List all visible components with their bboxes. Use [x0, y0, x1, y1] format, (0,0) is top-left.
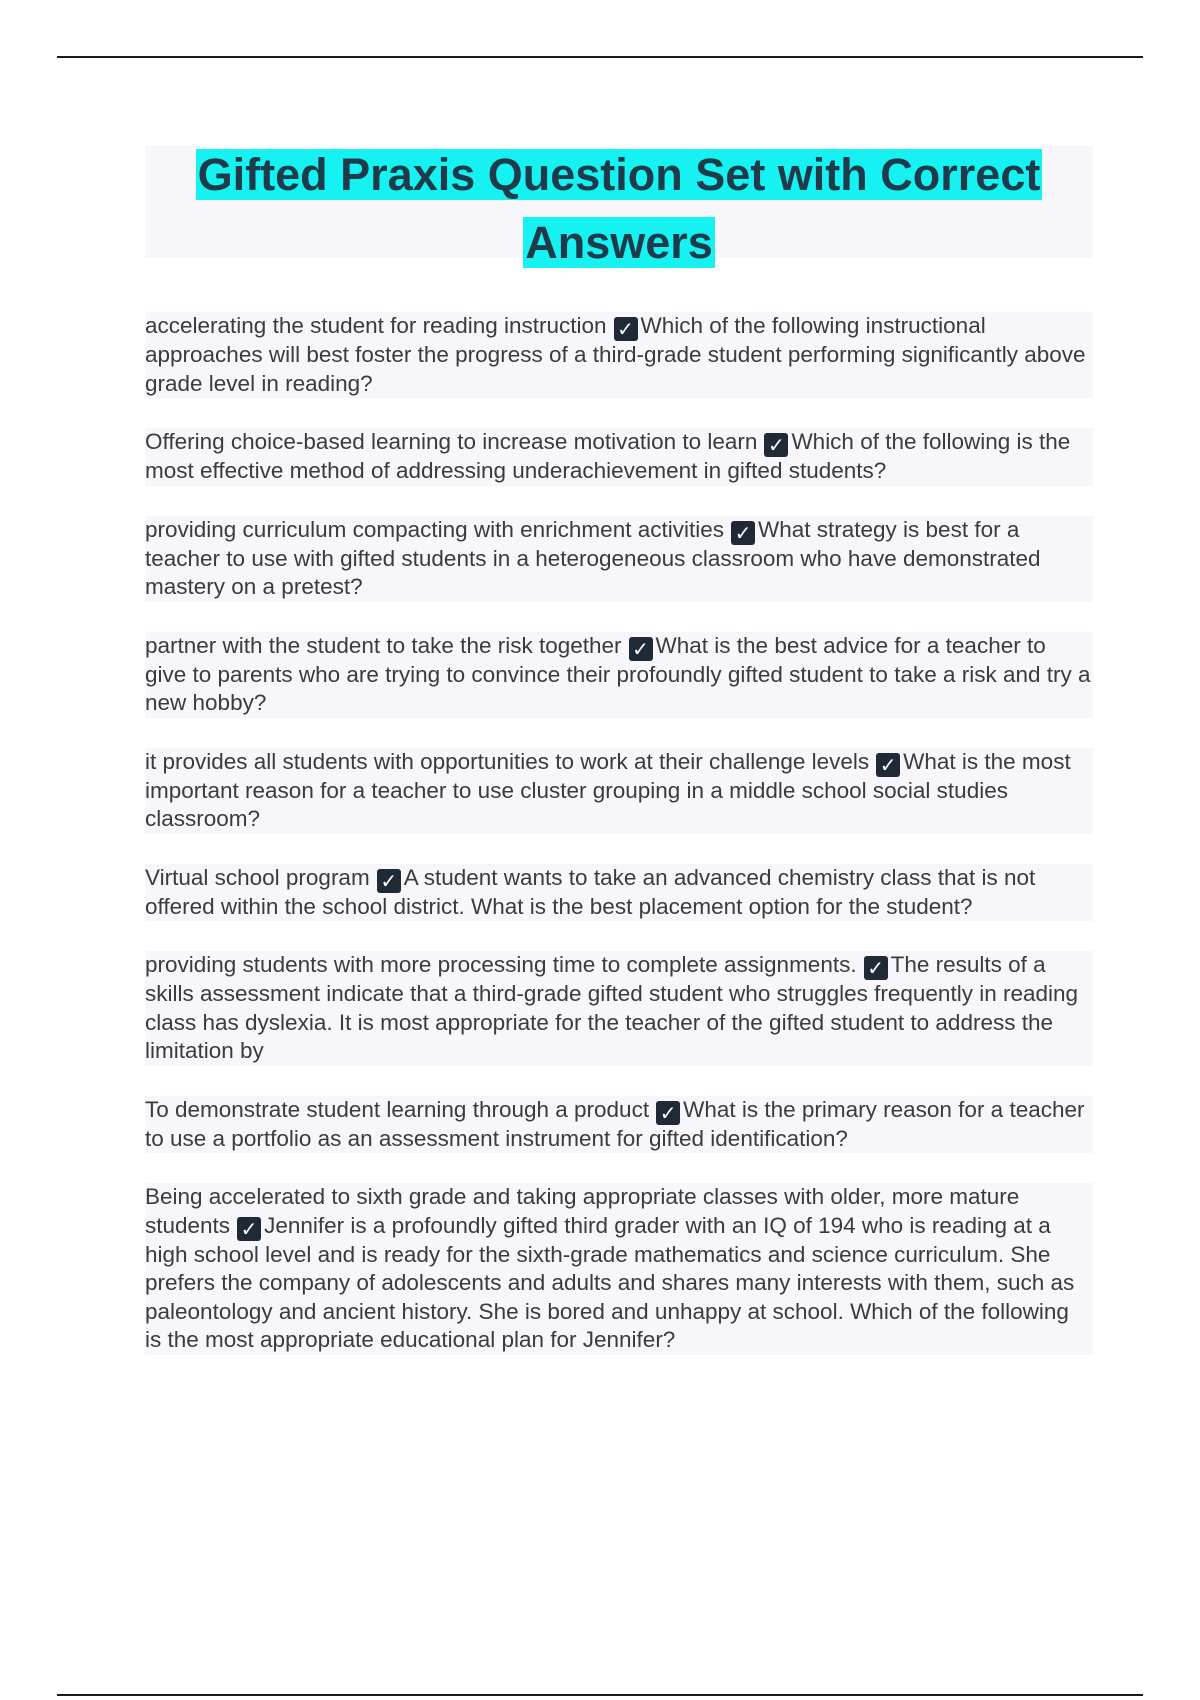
question-text: Which of the following instructional approaches will best foster the progress of a third-grade student performing significantly above grade level in reading? — [145, 313, 1086, 396]
qa-item — [145, 748, 1093, 834]
answer-text: partner with the student to take the risk together — [145, 632, 622, 658]
answer-text: Being accelerated to sixth grade and taking appropriate classes with older, more mature students — [145, 1184, 1020, 1238]
question-text: Jennifer is a profoundly gifted third grader with an IQ of 194 who is reading at a high school level and is ready for the sixth-grade mathematics and science curriculum. She prefers the company of adolescents and adults and shares many interests with them, such as paleontology and ancient history. She is bored and unhappy at school. Which of the following is the most appropriate educational plan for Jennifer? — [145, 1212, 1075, 1352]
question-text: What is the most important reason for a teacher to use cluster grouping in a middle school social studies classroom? — [145, 748, 1071, 831]
check-icon: ✓ — [876, 753, 900, 777]
answer-text: it provides all students with opportunities to work at their challenge levels — [145, 748, 870, 774]
qa-list — [145, 312, 1093, 1385]
answer-text: accelerating the student for reading instruction — [145, 313, 607, 338]
question-text: A student wants to take an advanced chemistry class that is not offered within the school district. What is the best placement option for the student? — [145, 864, 1036, 919]
check-icon: ✓ — [864, 956, 888, 980]
answer-text: providing curriculum compacting with enrichment activities — [145, 516, 724, 542]
check-icon: ✓ — [764, 433, 788, 457]
check-icon: ✓ — [731, 521, 755, 545]
page-title: Gifted Praxis Question Set with Correct Answers — [197, 149, 1041, 268]
qa-item — [145, 428, 1093, 486]
answer-text: To demonstrate student learning through a product — [145, 1096, 650, 1122]
check-icon: ✓ — [629, 637, 653, 661]
check-icon: ✓ — [237, 1217, 261, 1241]
bottom-rule — [57, 1694, 1143, 1696]
question-text: What is the best advice for a teacher to give to parents who are trying to convince their profoundly gifted student to take a risk and try a new hobby? — [145, 632, 1091, 715]
question-text: What is the primary reason for a teacher to use a portfolio as an assessment instrument for gifted identification? — [145, 1096, 1085, 1151]
check-icon: ✓ — [614, 317, 638, 341]
answer-text: Virtual school program — [145, 864, 370, 890]
qa-item — [145, 632, 1093, 718]
answer-text: providing students with more processing time to complete assignments. — [145, 952, 857, 977]
check-icon: ✓ — [377, 869, 401, 893]
top-rule — [57, 56, 1143, 58]
check-icon: ✓ — [656, 1101, 680, 1125]
title-block — [145, 146, 1093, 268]
qa-item — [145, 312, 1093, 398]
qa-item — [145, 864, 1093, 922]
question-text: Which of the following is the most effective method of addressing underachievement in gifted students? — [145, 429, 1071, 483]
qa-item — [145, 951, 1093, 1066]
qa-item — [145, 1096, 1093, 1154]
question-text: The results of a skills assessment indicate that a third-grade gifted student who struggles frequently in reading class has dyslexia. It is most appropriate for the teacher of the gifted student to address the limitation by — [145, 952, 1079, 1063]
answer-text: Offering choice-based learning to increase motivation to learn — [145, 429, 758, 454]
qa-item — [145, 1183, 1093, 1355]
qa-item — [145, 516, 1093, 602]
question-text: What strategy is best for a teacher to use with gifted students in a heterogeneous classroom who have demonstrated mastery on a pretest? — [145, 516, 1041, 599]
